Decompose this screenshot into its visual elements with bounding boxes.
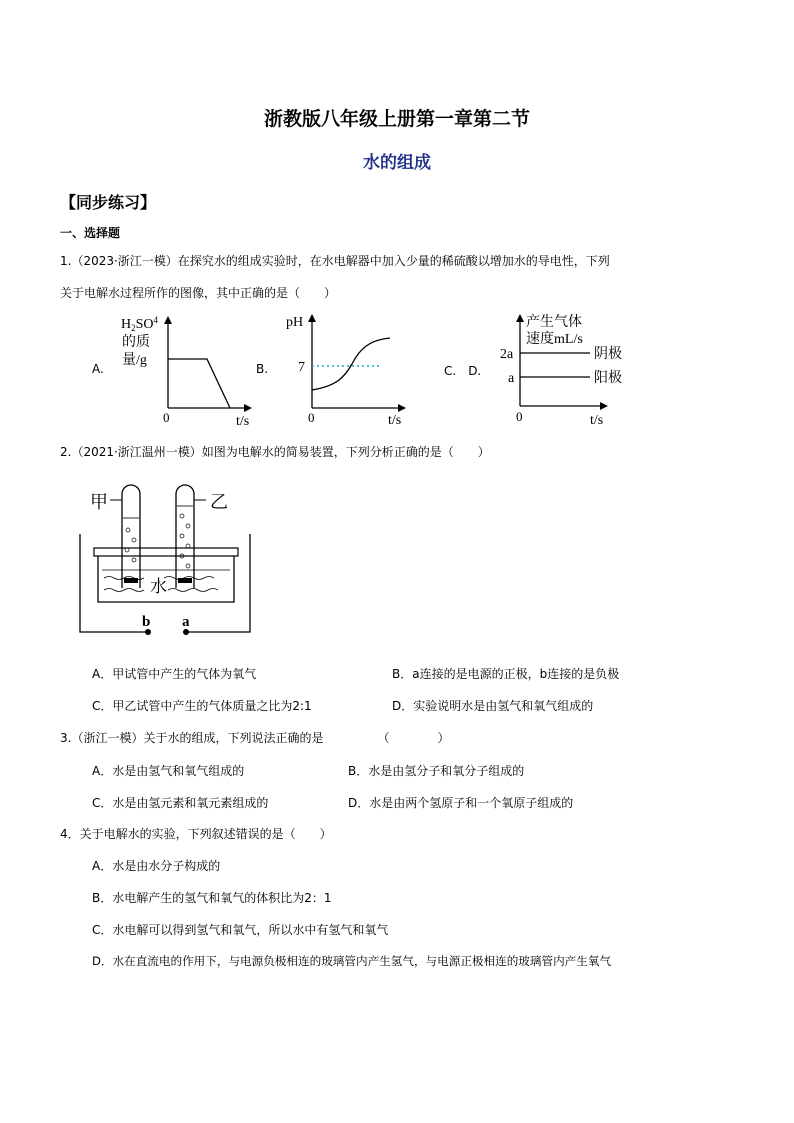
label-tube-yi: 乙 <box>210 492 228 512</box>
label-tube-jia: 甲 <box>90 492 108 512</box>
q3-option-d: D．水是由两个氢原子和一个氧原子组成的 <box>348 796 574 810</box>
q2-option-a: A．甲试管中产生的气体为氧气 <box>92 667 257 681</box>
q2-option-b: B．a连接的是电源的正极，b连接的是负极 <box>392 667 620 681</box>
graph-c-label-cathode: 阴极 <box>594 347 622 362</box>
graph-b-curve <box>312 338 390 390</box>
graph-c-tick-a: a <box>508 371 515 386</box>
graph-b-y-arrow <box>308 314 316 322</box>
q3-option-a: A．水是由氢气和氧气组成的 <box>92 764 245 778</box>
q1-text-line1: 1.（2023·浙江一模）在探究水的组成实验时，在水电解器中加入少量的稀硫酸以增加水的导电性，下列 <box>60 254 610 268</box>
graph-c-origin: 0 <box>516 409 523 424</box>
graph-b-tick-7: 7 <box>298 360 305 375</box>
graph-a-y-label-2: 的质 <box>122 335 150 350</box>
section-heading: 【同步练习】 <box>60 193 157 212</box>
q1-graph-b <box>278 306 418 432</box>
q4-option-a: A．水是由水分子构成的 <box>92 859 221 873</box>
q4-option-b: B．水电解产生的氢气和氧气的体积比为2：1 <box>92 891 332 905</box>
graph-a-y-label-3: 量/g <box>122 353 147 368</box>
gas-bubbles <box>125 514 190 568</box>
q2-option-c: C．甲乙试管中产生的气体质量之比为2:1 <box>92 699 312 713</box>
graph-c-x-arrow <box>600 402 608 410</box>
q4-option-d: D．水在直流电的作用下，与电源负极相连的玻璃管内产生氢气，与电源正极相连的玻璃管内产生氧气 <box>92 954 612 968</box>
graph-c-y-label-1: 产生气体 <box>526 315 582 330</box>
graph-c-x-label: t/s <box>590 413 604 428</box>
graph-b-x-arrow <box>398 404 406 412</box>
graph-a-origin: 0 <box>163 410 170 425</box>
graph-a-curve <box>168 359 230 408</box>
q1-option-a-label: A. <box>92 362 104 376</box>
graph-a-y-label-1: $H_2SO^4$ <box>121 315 159 333</box>
label-terminal-a: a <box>182 614 190 630</box>
q4-text: 4．关于电解水的实验，下列叙述错误的是（ ） <box>60 827 332 841</box>
graph-a-y-arrow <box>164 316 172 324</box>
q4-option-c: C．水电解可以得到氢气和氧气，所以水中有氢气和氧气 <box>92 923 389 937</box>
q1-option-b-label: B. <box>256 362 269 376</box>
graph-c-label-anode: 阳极 <box>594 371 622 386</box>
part-heading: 一、选择题 <box>60 226 121 240</box>
graph-b-origin: 0 <box>308 410 315 425</box>
graph-b-y-label: pH <box>286 315 304 330</box>
page-title: 浙教版八年级上册第一章第二节 <box>263 108 530 130</box>
electrode-right <box>178 578 192 583</box>
q2-text: 2.（2021·浙江温州一模）如图为电解水的简易装置，下列分析正确的是（ ） <box>60 445 490 459</box>
graph-a-x-label: t/s <box>236 414 250 429</box>
trough-rim <box>94 548 238 556</box>
graph-a-x-arrow <box>244 404 252 412</box>
q1-graph-c <box>496 306 656 432</box>
graph-c-tick-2a: 2a <box>500 347 514 362</box>
q1-text-line2: 关于电解水过程所作的图像，其中正确的是（ ） <box>60 286 337 300</box>
q2-electrolysis-figure <box>64 478 264 646</box>
graph-c-y-label-2: 速度mL/s <box>526 332 583 347</box>
page-subtitle: 水的组成 <box>363 153 431 173</box>
label-terminal-b: b <box>142 614 151 630</box>
q1-option-cd-label: C. D. <box>444 364 482 378</box>
graph-c-y-arrow <box>516 314 524 322</box>
q1-graph-a <box>112 308 262 432</box>
q3-option-b: B．水是由氢分子和氧分子组成的 <box>348 764 525 778</box>
tube-left <box>122 485 140 588</box>
electrode-left <box>124 578 138 583</box>
tube-right <box>176 485 194 588</box>
graph-b-x-label: t/s <box>388 413 402 428</box>
q2-option-d: D．实验说明水是由氢气和氧气组成的 <box>392 699 594 713</box>
q3-option-c: C．水是由氢元素和氧元素组成的 <box>92 796 269 810</box>
label-water: 水 <box>150 577 167 596</box>
q3-text: 3.（浙江一模）关于水的组成，下列说法正确的是 （ ） <box>60 731 450 745</box>
